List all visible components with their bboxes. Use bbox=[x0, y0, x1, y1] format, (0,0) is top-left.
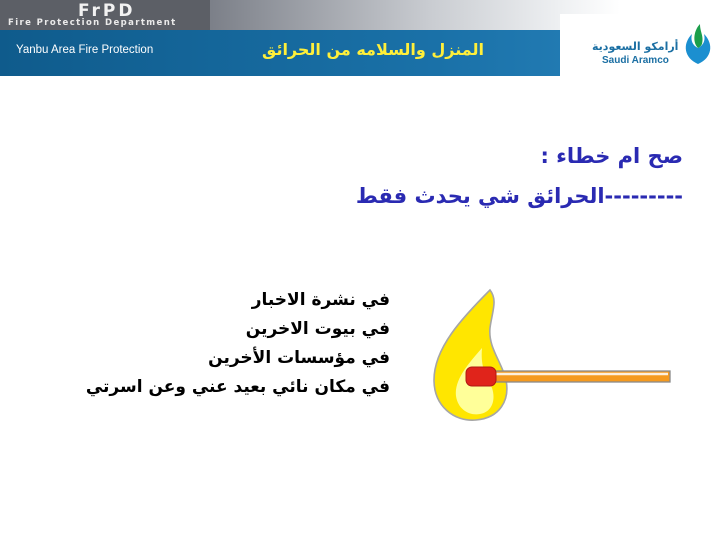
banner-title: FrPD bbox=[78, 1, 136, 21]
question-line-2: ---------الحرائق شي يحدث فقط bbox=[355, 184, 683, 208]
question-line-1: صح ام خطاء : bbox=[540, 144, 683, 168]
list-item: في بيوت الاخرين bbox=[245, 319, 390, 339]
flame-icon bbox=[434, 290, 507, 420]
answer-list bbox=[86, 286, 390, 402]
logo-arabic-text: أرامكو السعودية bbox=[592, 40, 679, 53]
slide-title: المنزل والسلامه من الحرائق bbox=[262, 40, 484, 59]
frpd-banner bbox=[0, 0, 210, 30]
list-item: في مؤسسات الأخرين bbox=[208, 348, 390, 368]
burning-match-icon bbox=[432, 288, 682, 428]
slide-header bbox=[0, 0, 728, 82]
list-item: في نشرة الاخبار bbox=[251, 290, 390, 310]
logo-english-text: Saudi Aramco bbox=[602, 55, 669, 66]
aramco-logo-icon bbox=[678, 18, 718, 68]
list-item: في مكان نائي بعيد عني وعن اسرتي bbox=[85, 377, 390, 397]
banner-subtitle: Fire Protection Department bbox=[8, 18, 177, 28]
department-label: Yanbu Area Fire Protection bbox=[16, 44, 154, 56]
